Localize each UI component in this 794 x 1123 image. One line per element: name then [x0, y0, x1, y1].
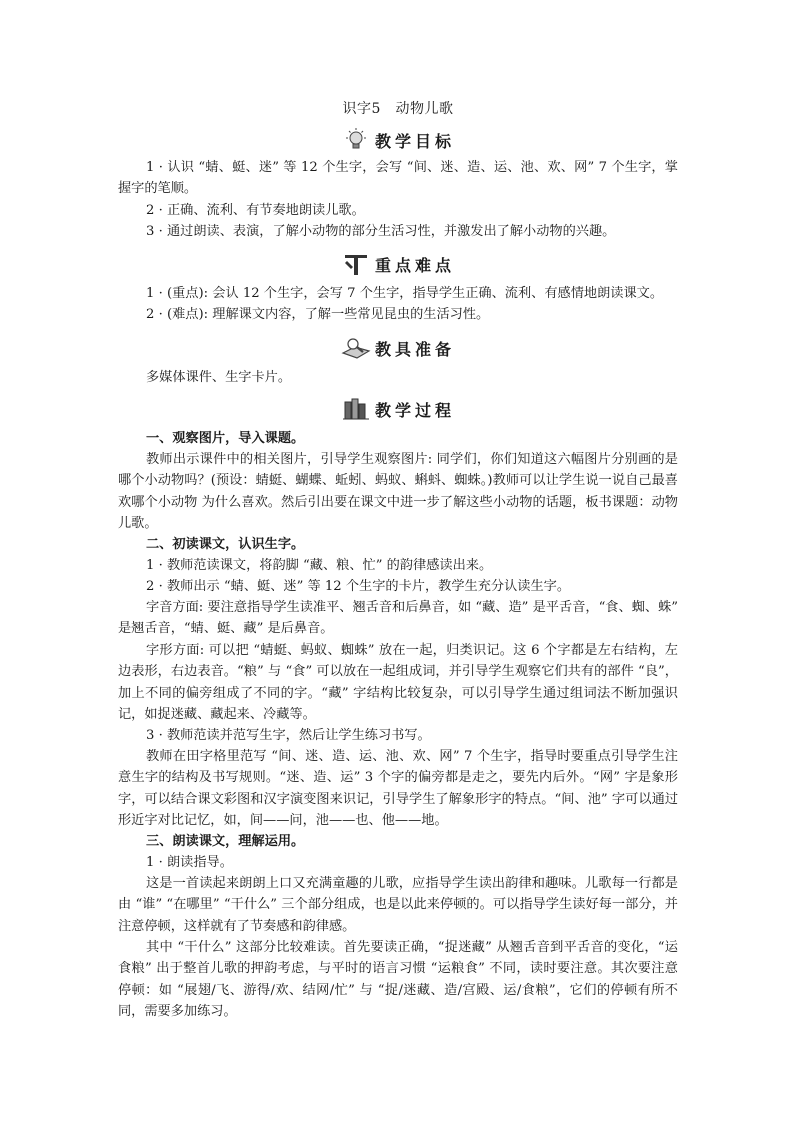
goal-item: 2 · 正确、流利、有节奏地朗读儿歌。	[146, 203, 365, 218]
process-paragraph: 其中 “干什么” 这部分比较难读。首先要读正确，“捉迷藏” 从翘舌音到平舌音的变化，“运食粮” 出于整首儿歌的押韵考虑，与平时的语言习惯 “运粮食” 不同，读时要注意。其次要注意停顿：如 “展翅/飞、游得/欢、结网/忙” 与 “捉/迷藏、造/宫殿、运/食粮”，它们的停顿有所不同，需要多加练习。	[118, 940, 678, 1019]
process-heading-1: 一、观察图片，导入课题。	[146, 431, 305, 446]
process-paragraph: 1 · 朗读指导。	[146, 855, 233, 870]
section-header-goals	[118, 126, 678, 154]
process-paragraph: 教师在田字格里范写 “间、迷、造、运、池、欢、网” 7 个生字，指导时要重点引导学生注意生字的结构及书写规则。“迷、造、运” 3 个字的偏旁都是走之，要先内后外。“网” 字是象形字，可以结合课文彩图和汉字演变图来识记，引导学生了解象形字的特点。“间、池” 字可以通过形近字对比记忆，如，间——问，池——也、他——地。	[118, 749, 678, 828]
section-label-key: 重点难点	[374, 255, 455, 275]
section-label-process: 教学过程	[374, 400, 455, 420]
section-label-goals: 教学目标	[374, 131, 455, 151]
magnifier-book-icon	[341, 335, 371, 361]
books-icon	[341, 396, 371, 422]
prep-text: 多媒体课件、生字卡片。	[146, 370, 292, 385]
section-header-key	[118, 250, 678, 278]
tool-icon	[341, 251, 371, 277]
goal-item: 1 · 认识 “蜻、蜓、迷” 等 12 个生字，会写 “间、迷、造、运、池、欢、网” 7 个生字，掌握字的笔顺。	[118, 160, 678, 197]
process-paragraph: 字音方面: 要注意指导学生读准平、翘舌音和后鼻音，如 “藏、造” 是平舌音，“食、蜘、蛛” 是翘舌音，“蜻、蜓、藏” 是后鼻音。	[118, 600, 678, 637]
section-label-prep: 教具准备	[374, 339, 455, 359]
process-paragraph: 教师出示课件中的相关图片，引导学生观察图片: 同学们，你们知道这六幅图片分别画的是哪个小动物吗？(预设：蜻蜓、蝴蝶、蚯蚓、蚂蚁、蝌蚪、蜘蛛。)教师可以让学生说一说自己最喜欢哪个小动物 为什么喜欢。然后引出要在课文中进一步了解这些小动物的话题，板书课题：动物儿歌。	[118, 452, 678, 531]
key-point-item: 1 · (重点): 会认 12 个生字，会写 7 个生字，指导学生正确、流利、有感情地朗读课文。	[146, 286, 664, 301]
section-header-prep	[118, 334, 678, 362]
lightbulb-icon	[341, 127, 371, 153]
process-paragraph: 3 · 教师范读并范写生字，然后让学生练习书写。	[146, 728, 431, 743]
process-heading-2: 二、初读课文，认识生字。	[146, 537, 305, 552]
process-paragraph: 这是一首读起来朗朗上口又充满童趣的儿歌，应指导学生读出韵律和趣味。儿歌每一行都是由 “谁” “在哪里” “干什么” 三个部分组成，也是以此来停顿的。可以指导学生读好每一部分，并注意停顿，这样就有了节奏感和韵律感。	[118, 876, 678, 934]
process-paragraph: 2 · 教师出示 “蜻、蜓、迷” 等 12 个生字的卡片，教学生充分认读生字。	[146, 579, 571, 594]
process-heading-3: 三、朗读课文，理解运用。	[146, 834, 305, 849]
section-header-process	[118, 395, 678, 423]
page-title: 识字5 动物儿歌	[342, 101, 454, 117]
process-paragraph: 字形方面: 可以把 “蜻蜓、蚂蚁、蜘蛛” 放在一起，归类识记。这 6 个字都是左右结构，左边表形，右边表音。“粮” 与 “食” 可以放在一起组成词，并引导学生观察它们共有的部件 “良”，加上不同的偏旁组成了不同的字。“藏” 字结构比较复杂，可以引导学生通过组词法不断加强识记，如捉迷藏、藏起来、冷藏等。	[118, 643, 678, 722]
process-paragraph: 1 · 教师范读课文，将韵脚 “藏、粮、忙” 的韵律感读出来。	[146, 558, 493, 573]
key-point-item: 2 · (难点): 理解课文内容，了解一些常见昆虫的生活习性。	[146, 307, 490, 322]
goal-item: 3 · 通过朗读、表演，了解小动物的部分生活习性，并激发出了解小动物的兴趣。	[146, 224, 616, 239]
